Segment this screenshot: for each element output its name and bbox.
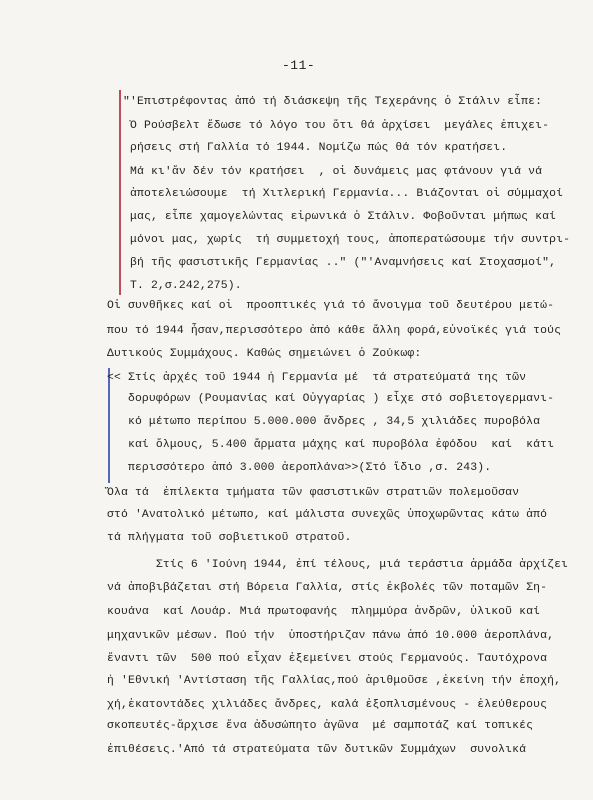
text-line: δορυφόρων (Ρουμανίας καί Οὐγγαρίας ) εἶχε στό σοβιετογερμανι- (107, 393, 555, 405)
text-line: ἐπιθέσεις.'Από τά στρατεύματα τῶν δυτικῶν Συμμάχων συνολικά (107, 744, 527, 756)
text-line: νά ἀποβιβάζεται στή Βόρεια Γαλλία, στίς ἐκβολές τῶν ποταμῶν Ση- (107, 582, 548, 594)
text-line: στό 'Ανατολικό μέτωπο, καί μάλιστα συνεχῶς ὑποχωρῶντας κάτω ἀπό (107, 509, 548, 521)
text-line: ἡ 'Εθνική 'Αντίσταση τῆς Γαλλίας,πού ἀριθμοῦσε ,ἐκείνη τήν ἐποχή, (107, 675, 562, 687)
text-line: βή τῆς φασιστικῆς Γερμανίας .." ("'Αναμνήσεις καί Στοχασμοί", (123, 257, 557, 269)
text-line: μας, εἶπε χαμογελώντας εἰρωνικά ὁ Στάλιν. Φοβοῦνται μήπως καί (123, 211, 557, 223)
text-line: Οἱ συνθῆκες καί οἱ προοπτικές γιά τό ἄνοιγμα τοῦ δευτέρου μετώ- (107, 300, 555, 312)
text-line: σκοπευτές-ἄρχισε ἕνα ἀδυσώπητο ἀγῶνα μέ σαμποτάζ καί τοπικές (107, 720, 534, 732)
text-line: μηχανικῶν μέσων. Πού τήν ὑποστήριζαν πάνω ἀπό 10.000 ἀεροπλάνα, (107, 630, 555, 642)
text-line: Ὅλα τά ἐπίλεκτα τμήματα τῶν φασιστικῶν στρατιῶν πολεμοῦσαν (107, 487, 520, 499)
text-line: Ὁ Ρούσβελτ ἔδωσε τό λόγο του ὅτι θά ἀρχίσει μεγάλες ἐπιχει- (123, 120, 550, 132)
text-line: "'Επιστρέφοντας ἀπό τή διάσκεψη τῆς Τεχεράνης ὁ Στάλιν εἶπε: (123, 96, 543, 108)
text-line: κουάνα καί Λουάρ. Μιά πρωτοφανής πλημμύρα ἀνδρῶν, ὑλικοῦ καί (107, 606, 541, 618)
text-line: Στίς 6 'Ιούνη 1944, ἐπί τέλους, μιά τεράστια ἀρμάδα ἀρχίζει (107, 559, 569, 571)
quote-margin-bar (119, 90, 121, 295)
text-line: τά πλήγματα τοῦ σοβιετικοῦ στρατοῦ. (107, 532, 352, 544)
text-line: καί ὅλμους, 5.400 ἅρματα μάχης καί πυροβόλα ἐφόδου καί κάτι (107, 439, 555, 451)
text-line: ρήσεις στή Γαλλία τό 1944. Νομίζω πώς θά τόν κρατήσει. (123, 142, 508, 154)
text-line: Τ. 2,σ.242,275). (123, 280, 242, 292)
text-line: ἀποτελειώσουμε τή Χιτλερική Γερμανία... Βιάζονται οἱ σύμμαχοί (123, 188, 564, 200)
text-line: Δυτικούς Συμμάχους. Καθώς σημειώνει ὁ Ζούκωφ: (107, 348, 422, 360)
text-line: ἔναντι τῶν 500 πού εἶχαν ἐξεμείνει στούς Γερμανούς. Ταυτόχρονα (107, 653, 548, 665)
text-line: << Στίς ἀρχές τοῦ 1944 ἡ Γερμανία μέ τά στρατεύματά της τῶν (107, 372, 527, 384)
page-number: -11- (282, 58, 316, 73)
text-line: χή,ἑκατοντάδες χιλιάδες ἄνδρες, καλά ἐξοπλισμένους - ἐλεύθερους (107, 699, 548, 711)
text-line: που τό 1944 ἦσαν,περισσότερο ἀπό κάθε ἄλλη φορά,εὐνοϊκές γιά τούς (107, 325, 562, 337)
text-line: περισσότερο ἀπό 3.000 ἀεροπλάνα>>(Στό ἴδιο ,σ. 243). (107, 462, 492, 474)
text-line: Μά κι'ἄν δέν τόν κρατήσει , οἱ δυνάμεις μας φτάνουν γιά νά (123, 166, 543, 178)
text-line: μόνοι μας, χωρίς τή συμμετοχή τους, ἀποπερατώσουμε τήν συντρι- (123, 234, 571, 246)
text-line: κό μέτωπο περίπου 5.000.000 ἄνδρες , 34,5 χιλιάδες πυροβόλα (107, 416, 541, 428)
